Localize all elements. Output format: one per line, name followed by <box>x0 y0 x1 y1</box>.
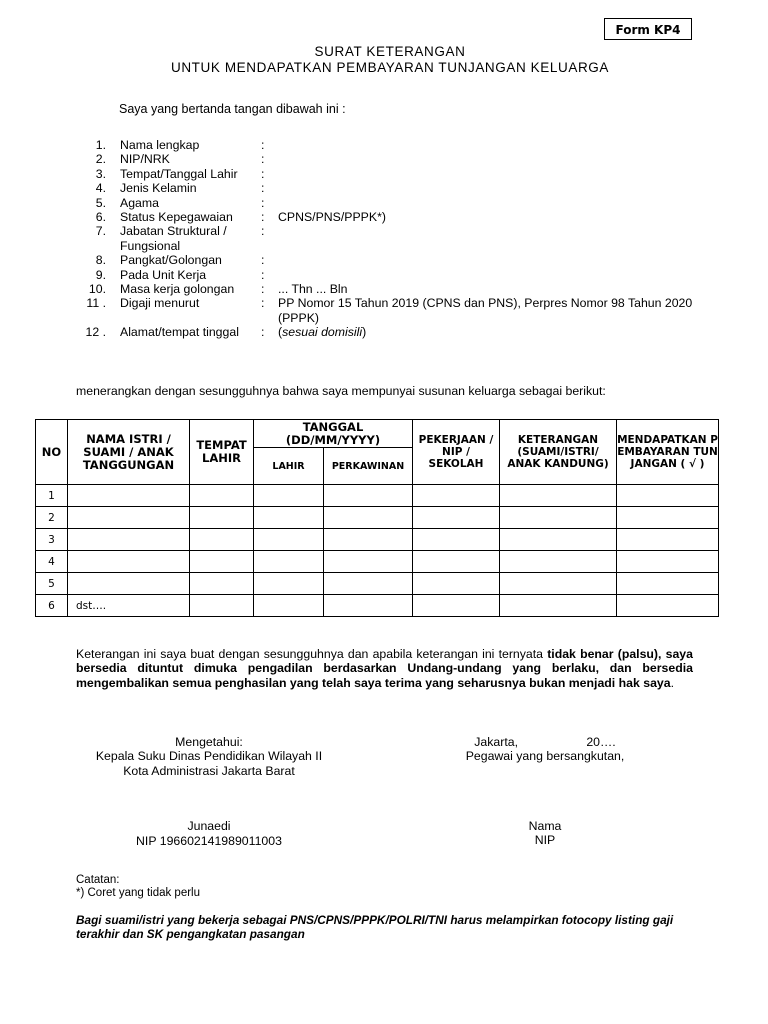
field-row <box>80 181 720 195</box>
field-row <box>80 268 720 282</box>
family-table <box>35 419 719 617</box>
field-value: CPNS/PNS/PPPK*) <box>278 210 386 225</box>
table-cell <box>617 551 719 573</box>
table-cell <box>254 573 324 595</box>
field-number: 11 . <box>86 296 106 311</box>
table-cell <box>617 573 719 595</box>
table-cell <box>190 573 254 595</box>
table-cell <box>190 507 254 529</box>
field-row <box>80 253 720 267</box>
row-number: 2 <box>36 507 68 529</box>
table-cell <box>413 573 500 595</box>
table-cell <box>617 507 719 529</box>
field-number: 4. <box>95 181 106 196</box>
field-row <box>80 282 720 296</box>
row-number: 6 <box>36 595 68 617</box>
table-cell <box>500 507 617 529</box>
table-cell <box>413 507 500 529</box>
employee-label: Pegawai yang bersangkutan, <box>465 749 625 764</box>
field-number: 2. <box>95 152 106 167</box>
table-cell <box>190 485 254 507</box>
row-nama <box>68 485 190 507</box>
official-nip: NIP 196602141989011003 <box>136 833 282 848</box>
table-cell <box>413 595 500 617</box>
table-cell <box>500 529 617 551</box>
document-title: SURAT KETERANGAN <box>314 44 466 59</box>
table-cell <box>190 551 254 573</box>
official-title: Kepala Suku Dinas Pendidikan Wilayah II <box>95 749 323 764</box>
field-row <box>80 196 720 210</box>
table-row <box>36 529 719 551</box>
employee-name: Nama <box>528 818 562 833</box>
table-cell <box>500 551 617 573</box>
form-code-box: Form KP4 <box>604 18 692 40</box>
field-colon: : <box>261 152 265 167</box>
field-value <box>278 152 720 166</box>
field-label: Jabatan Struktural / Fungsional <box>120 224 227 253</box>
table-cell <box>413 529 500 551</box>
table-cell <box>324 551 413 573</box>
field-number: 1. <box>95 138 106 152</box>
field-label: Alamat/tempat tinggal <box>120 325 239 340</box>
field-value: (sesuai domisili) <box>278 325 367 340</box>
table-cell <box>190 595 254 617</box>
row-number: 3 <box>36 529 68 551</box>
field-label: Masa kerja golongan <box>120 282 235 297</box>
field-label: Tempat/Tanggal Lahir <box>120 166 238 181</box>
field-number: 6. <box>95 210 106 225</box>
field-colon: : <box>261 325 265 340</box>
notes-line: *) Coret yang tidak perlu <box>76 887 201 899</box>
field-row <box>80 325 720 339</box>
table-row <box>36 573 719 595</box>
declaration-end: . <box>670 675 675 690</box>
table-cell <box>254 529 324 551</box>
field-value <box>278 196 720 210</box>
signature-block-left <box>68 735 350 848</box>
col-header-no: NO <box>36 420 68 485</box>
row-number: 4 <box>36 551 68 573</box>
field-label: Agama <box>120 195 159 210</box>
table-cell <box>254 507 324 529</box>
signature-block-right <box>430 735 660 848</box>
row-nama <box>68 573 190 595</box>
field-colon: : <box>261 166 265 181</box>
notes-title: Catatan: <box>76 874 120 886</box>
table-cell <box>324 573 413 595</box>
field-colon: : <box>261 282 265 297</box>
field-row <box>80 224 720 253</box>
field-label: Status Kepegawaian <box>120 210 233 225</box>
official-name: Junaedi <box>187 819 231 834</box>
table-cell <box>413 485 500 507</box>
field-value <box>278 253 720 267</box>
field-value <box>278 224 720 253</box>
field-number: 7. <box>95 224 106 239</box>
field-label: Jenis Kelamin <box>120 181 197 196</box>
row-nama <box>68 551 190 573</box>
table-row <box>36 507 719 529</box>
attachment-note: Bagi suami/istri yang bekerja sebagai PNS/CPNS/PPPK/POLRI/TNI harus melampirkan fotocopy listing gaji terakhir dan SK pengangkatan pasangan <box>76 913 674 942</box>
table-cell <box>617 529 719 551</box>
place-date: Jakarta, 20…. <box>474 735 616 749</box>
field-label: NIP/NRK <box>120 152 170 167</box>
table-cell <box>413 551 500 573</box>
col-header-perkawinan: PERKAWINAN <box>324 448 413 485</box>
declaration-statement <box>76 647 693 690</box>
field-number: 5. <box>95 195 106 210</box>
field-colon: : <box>261 195 265 210</box>
col-header-pekerjaan: PEKERJAAN / NIP / SEKOLAH <box>413 420 500 485</box>
field-number: 12 . <box>85 325 106 340</box>
field-value <box>278 268 720 282</box>
table-cell <box>617 485 719 507</box>
col-header-nama: NAMA ISTRI / SUAMI / ANAK TANGGUNGAN <box>68 420 190 485</box>
table-row <box>36 485 719 507</box>
family-intro-text: menerangkan dengan sesungguhnya bahwa saya mempunyai susunan keluarga sebagai berikut: <box>76 384 606 398</box>
field-number: 10. <box>88 282 106 297</box>
row-number: 1 <box>36 485 68 507</box>
table-row <box>36 551 719 573</box>
field-row <box>80 296 720 325</box>
field-row <box>80 138 720 152</box>
declaration-bold: tidak benar (palsu), saya bersedia dituntut dimuka pengadilan berdasarkan Undang-undang yang berlaku, dan bersedia mengembalikan semua penghasilan yang telah saya terima yang seharusnya bukan menjadi hak saya <box>76 647 693 690</box>
field-row <box>80 152 720 166</box>
row-nama: dst…. <box>68 595 190 617</box>
table-cell <box>617 595 719 617</box>
field-colon: : <box>261 210 265 225</box>
row-nama <box>68 529 190 551</box>
table-cell <box>324 595 413 617</box>
col-header-mendapatkan: MENDAPATKAN PEMBAYARAN TUNJANGAN ( √ ) <box>617 420 719 485</box>
row-nama <box>68 507 190 529</box>
field-number: 9. <box>95 267 106 282</box>
field-value <box>278 167 720 181</box>
field-row <box>80 210 720 224</box>
field-label: Pada Unit Kerja <box>120 267 207 282</box>
field-label: Digaji menurut <box>120 296 200 311</box>
official-office: Kota Administrasi Jakarta Barat <box>123 763 295 778</box>
table-cell <box>500 573 617 595</box>
row-number: 5 <box>36 573 68 595</box>
table-cell <box>254 595 324 617</box>
col-header-tanggal: TANGGAL (DD/MM/YYYY) <box>254 420 413 448</box>
field-number: 3. <box>95 166 106 181</box>
table-row <box>36 595 719 617</box>
field-colon: : <box>261 267 265 282</box>
table-cell <box>254 485 324 507</box>
field-colon: : <box>261 181 265 196</box>
personal-data-list <box>80 138 720 340</box>
col-header-keterangan: KETERANGAN (SUAMI/ISTRI/ ANAK KANDUNG) <box>500 420 617 485</box>
document-subtitle: UNTUK MENDAPATKAN PEMBAYARAN TUNJANGAN KELUARGA <box>170 60 610 75</box>
field-value: PP Nomor 15 Tahun 2019 (CPNS dan PNS), Perpres Nomor 98 Tahun 2020 (PPPK) <box>278 296 693 325</box>
table-cell <box>324 507 413 529</box>
employee-nip: NIP <box>534 833 556 848</box>
field-row <box>80 167 720 181</box>
field-value: ... Thn ... Bln <box>278 282 348 297</box>
field-value <box>278 181 720 195</box>
field-colon: : <box>261 296 265 311</box>
field-label: Pangkat/Golongan <box>120 253 222 268</box>
field-label: Nama lengkap <box>120 138 200 152</box>
field-number: 8. <box>95 253 106 268</box>
table-cell <box>190 529 254 551</box>
col-header-lahir: LAHIR <box>254 448 324 485</box>
table-cell <box>324 529 413 551</box>
table-cell <box>324 485 413 507</box>
acknowledged-label: Mengetahui: <box>175 735 243 749</box>
field-colon: : <box>261 224 265 239</box>
table-cell <box>500 485 617 507</box>
field-colon: : <box>261 138 265 152</box>
col-header-tempat-lahir: TEMPAT LAHIR <box>190 420 254 485</box>
intro-text: Saya yang bertanda tangan dibawah ini : <box>119 102 346 116</box>
table-cell <box>500 595 617 617</box>
field-value <box>278 138 720 152</box>
table-cell <box>254 551 324 573</box>
declaration-normal: Keterangan ini saya buat dengan sesungguhnya dan apabila keterangan ini ternyata <box>76 647 548 661</box>
field-colon: : <box>261 253 265 268</box>
